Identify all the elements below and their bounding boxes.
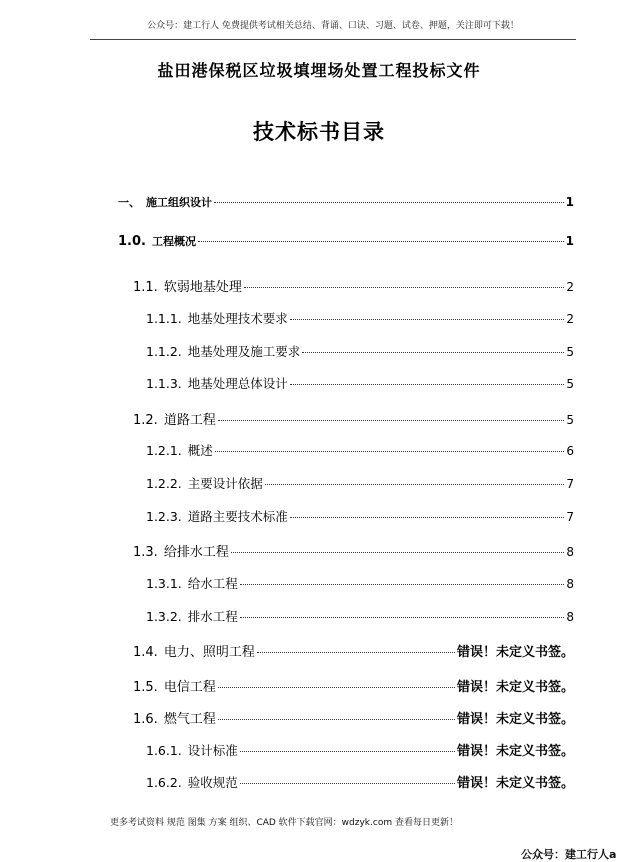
toc-entry-number: 1.4. — [133, 645, 158, 660]
toc-entry[interactable] — [133, 276, 574, 295]
toc-entry[interactable] — [146, 441, 574, 459]
page-header: 公众号：建工行人 免费提供考试相关总结、背诵、口诀、习题、试卷、押题，关注即可下载！ — [147, 21, 519, 31]
toc-entry-page: 7 — [566, 477, 574, 491]
toc-entry-title: 地基处理技术要求 — [187, 311, 288, 326]
toc-entry-number: 1.0. — [118, 234, 146, 249]
toc-entry-title: 设计标准 — [187, 743, 238, 758]
toc-entry-page: 8 — [566, 545, 574, 559]
toc-leader-dots — [218, 719, 455, 720]
toc-entry-title: 验收规范 — [187, 775, 238, 790]
toc-leader-dots — [240, 584, 565, 585]
toc-leader-dots — [257, 652, 455, 653]
toc-entry-number: 1.2.3. — [146, 509, 182, 524]
toc-entry[interactable] — [146, 309, 574, 327]
toc-leader-dots — [218, 420, 565, 421]
toc-entry-title: 给水工程 — [187, 576, 238, 591]
toc-entry-title: 软弱地基处理 — [163, 280, 242, 295]
toc-entry[interactable] — [133, 641, 574, 660]
toc-entry-page: 7 — [566, 510, 574, 524]
toc-entry[interactable] — [146, 342, 574, 360]
toc-entry-page: 1 — [565, 234, 574, 248]
toc-leader-dots — [240, 617, 565, 618]
toc-entry-title: 电信工程 — [163, 680, 216, 695]
toc-leader-dots — [240, 751, 455, 752]
toc-leader-dots — [290, 384, 565, 385]
toc-entry-number: 1.1.3. — [146, 376, 182, 391]
toc-entry[interactable] — [133, 676, 574, 695]
toc-entry-title: 电力、照明工程 — [163, 645, 255, 660]
toc-entry[interactable] — [146, 740, 574, 759]
toc-entry[interactable] — [133, 541, 574, 560]
toc-entry-page: 2 — [566, 280, 574, 294]
toc-entry-title: 地基处理及施工要求 — [187, 344, 301, 359]
toc-entry-page: 2 — [566, 312, 574, 326]
toc-entry-number: 1.1.1. — [146, 311, 182, 326]
toc-entry-number: 1.6. — [133, 712, 158, 727]
toc-leader-dots — [302, 352, 564, 353]
toc-entry[interactable] — [146, 772, 574, 791]
toc-leader-dots — [214, 202, 564, 203]
toc-leader-dots — [231, 552, 565, 553]
toc-entry-title: 道路主要技术标准 — [187, 509, 288, 524]
toc-entry-page: 5 — [566, 345, 574, 359]
toc-entry-number: 1.2.1. — [146, 443, 182, 458]
toc-entry-page: 错误！未定义书签。 — [456, 776, 574, 791]
toc-leader-dots — [215, 451, 565, 452]
toc-leader-dots — [218, 687, 455, 688]
toc-entry-page: 5 — [566, 413, 574, 427]
toc-entry[interactable] — [146, 474, 574, 492]
toc-entry-page: 错误！未定义书签。 — [456, 744, 574, 759]
toc-entry-title: 道路工程 — [163, 413, 216, 428]
toc-entry-title: 燃气工程 — [163, 712, 216, 727]
watermark: 公众号：建工行人a — [521, 848, 617, 861]
toc-entry-number: 1.2. — [133, 413, 158, 428]
toc-entry-page: 8 — [566, 577, 574, 591]
toc-entry-number: 1.3.2. — [146, 609, 182, 624]
document-title: 盐田港保税区垃圾填埋场处置工程投标文件 — [157, 61, 481, 80]
toc-heading: 技术标书目录 — [253, 119, 385, 144]
toc-leader-dots — [244, 287, 565, 288]
toc-entry-number: 1.6.2. — [146, 775, 182, 790]
toc-entry-number: 1.1.2. — [146, 344, 182, 359]
toc-entry-number: 1.2.2. — [146, 476, 182, 491]
toc-entry-page: 5 — [566, 377, 574, 391]
toc-entry[interactable] — [146, 374, 574, 392]
toc-entry[interactable] — [146, 507, 574, 525]
toc-entry-page: 8 — [566, 610, 574, 624]
toc-entry-title: 施工组织设计 — [146, 196, 212, 209]
toc-entry-title: 概述 — [187, 443, 213, 458]
toc-entry[interactable] — [133, 708, 574, 727]
toc-entry[interactable] — [118, 233, 574, 249]
toc-leader-dots — [198, 241, 564, 242]
toc-leader-dots — [265, 484, 565, 485]
toc-entry-number: 1.3. — [133, 545, 158, 560]
toc-entry-number: 1.1. — [133, 280, 158, 295]
toc-entry-number: 1.3.1. — [146, 576, 182, 591]
toc-leader-dots — [240, 783, 455, 784]
toc-entry-title: 给排水工程 — [163, 545, 229, 560]
toc-entry-number: 1.6.1. — [146, 743, 182, 758]
toc-entry[interactable] — [118, 194, 574, 210]
toc-leader-dots — [290, 517, 565, 518]
toc-entry-page: 错误！未定义书签。 — [456, 680, 574, 695]
toc-entry-number: 一、 — [118, 196, 140, 209]
toc-entry-title: 地基处理总体设计 — [187, 376, 288, 391]
toc-entry-title: 工程概况 — [151, 235, 196, 248]
toc-entry[interactable] — [146, 607, 574, 625]
toc-entry[interactable] — [133, 409, 574, 428]
toc-entry-number: 1.5. — [133, 680, 158, 695]
toc-leader-dots — [290, 319, 565, 320]
header-divider — [90, 39, 576, 40]
toc-entry-title: 排水工程 — [187, 609, 238, 624]
page-footer: 更多考试资料 规范 图集 方案 组织、CAD 软件下载官网：wdzyk.com 查看每日更新！ — [110, 818, 458, 828]
toc-entry-page: 6 — [566, 444, 574, 458]
toc-entry-title: 主要设计依据 — [187, 476, 263, 491]
toc-entry-page: 错误！未定义书签。 — [456, 712, 574, 727]
toc-entry-page: 1 — [565, 195, 574, 209]
toc-entry-page: 错误！未定义书签。 — [456, 645, 574, 660]
toc-entry[interactable] — [146, 574, 574, 592]
